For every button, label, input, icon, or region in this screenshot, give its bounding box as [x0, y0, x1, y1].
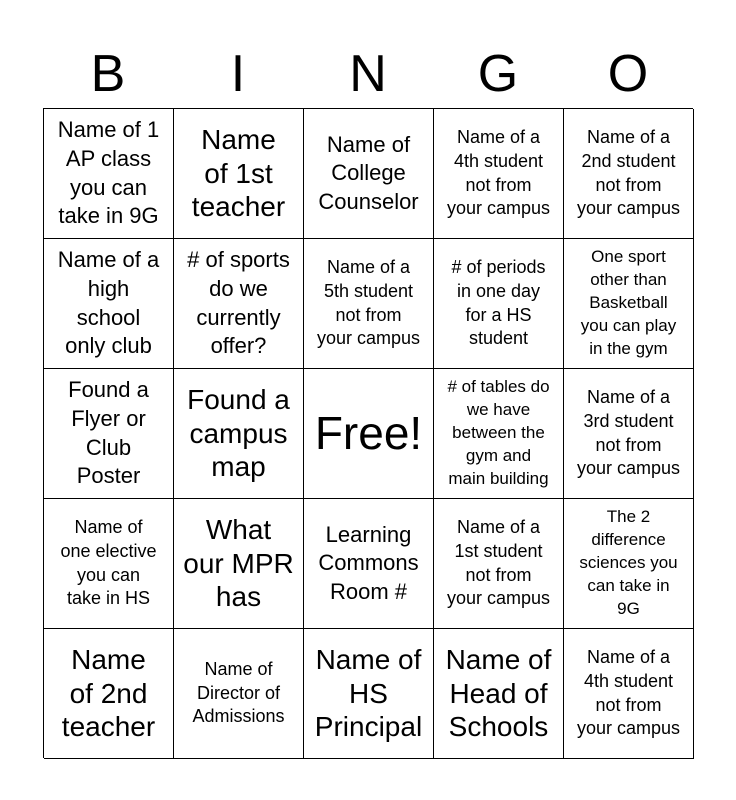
bingo-cell-r2-c1[interactable]: Name of a high school only club	[44, 239, 174, 369]
bingo-cell-r5-c4[interactable]: Name of Head of Schools	[434, 629, 564, 759]
header-letter-n: N	[349, 45, 387, 103]
bingo-cell-r1-c2[interactable]: Name of 1st teacher	[174, 109, 304, 239]
bingo-cell-r4-c5[interactable]: The 2 difference sciences you can take in 9G	[564, 499, 694, 629]
bingo-cell-r5-c5[interactable]: Name of a 4th student not from your campus	[564, 629, 694, 759]
bingo-cell-r2-c2[interactable]: # of sports do we currently offer?	[174, 239, 304, 369]
bingo-cell-r4-c1[interactable]: Name of one elective you can take in HS	[44, 499, 174, 629]
bingo-cell-r5-c2[interactable]: Name of Director of Admissions	[174, 629, 304, 759]
bingo-cell-r2-c5[interactable]: One sport other than Basketball you can play in the gym	[564, 239, 694, 369]
bingo-cell-r2-c4[interactable]: # of periods in one day for a HS student	[434, 239, 564, 369]
bingo-cell-r3-c4[interactable]: # of tables do we have between the gym and main building	[434, 369, 564, 499]
header-letter-g: G	[477, 45, 519, 103]
bingo-grid	[43, 108, 693, 758]
header-letter-o: O	[607, 45, 649, 103]
bingo-cell-r5-c1[interactable]: Name of 2nd teacher	[44, 629, 174, 759]
bingo-cell-r3-c1[interactable]: Found a Flyer or Club Poster	[44, 369, 174, 499]
bingo-cell-r4-c4[interactable]: Name of a 1st student not from your campus	[434, 499, 564, 629]
bingo-cell-r4-c3[interactable]: Learning Commons Room #	[304, 499, 434, 629]
bingo-cell-r5-c3[interactable]: Name of HS Principal	[304, 629, 434, 759]
bingo-cell-r1-c4[interactable]: Name of a 4th student not from your campus	[434, 109, 564, 239]
bingo-cell-r1-c1[interactable]: Name of 1 AP class you can take in 9G	[44, 109, 174, 239]
bingo-cell-r3-c5[interactable]: Name of a 3rd student not from your campus	[564, 369, 694, 499]
bingo-cell-r4-c2[interactable]: What our MPR has	[174, 499, 304, 629]
bingo-header	[43, 40, 693, 108]
header-letter-b: B	[90, 45, 126, 103]
bingo-cell-r1-c5[interactable]: Name of a 2nd student not from your campus	[564, 109, 694, 239]
header-letter-i: I	[230, 45, 246, 103]
bingo-cell-r1-c3[interactable]: Name of College Counselor	[304, 109, 434, 239]
bingo-cell-free[interactable]: Free!	[304, 369, 434, 499]
bingo-cell-r2-c3[interactable]: Name of a 5th student not from your campus	[304, 239, 434, 369]
bingo-cell-r3-c2[interactable]: Found a campus map	[174, 369, 304, 499]
